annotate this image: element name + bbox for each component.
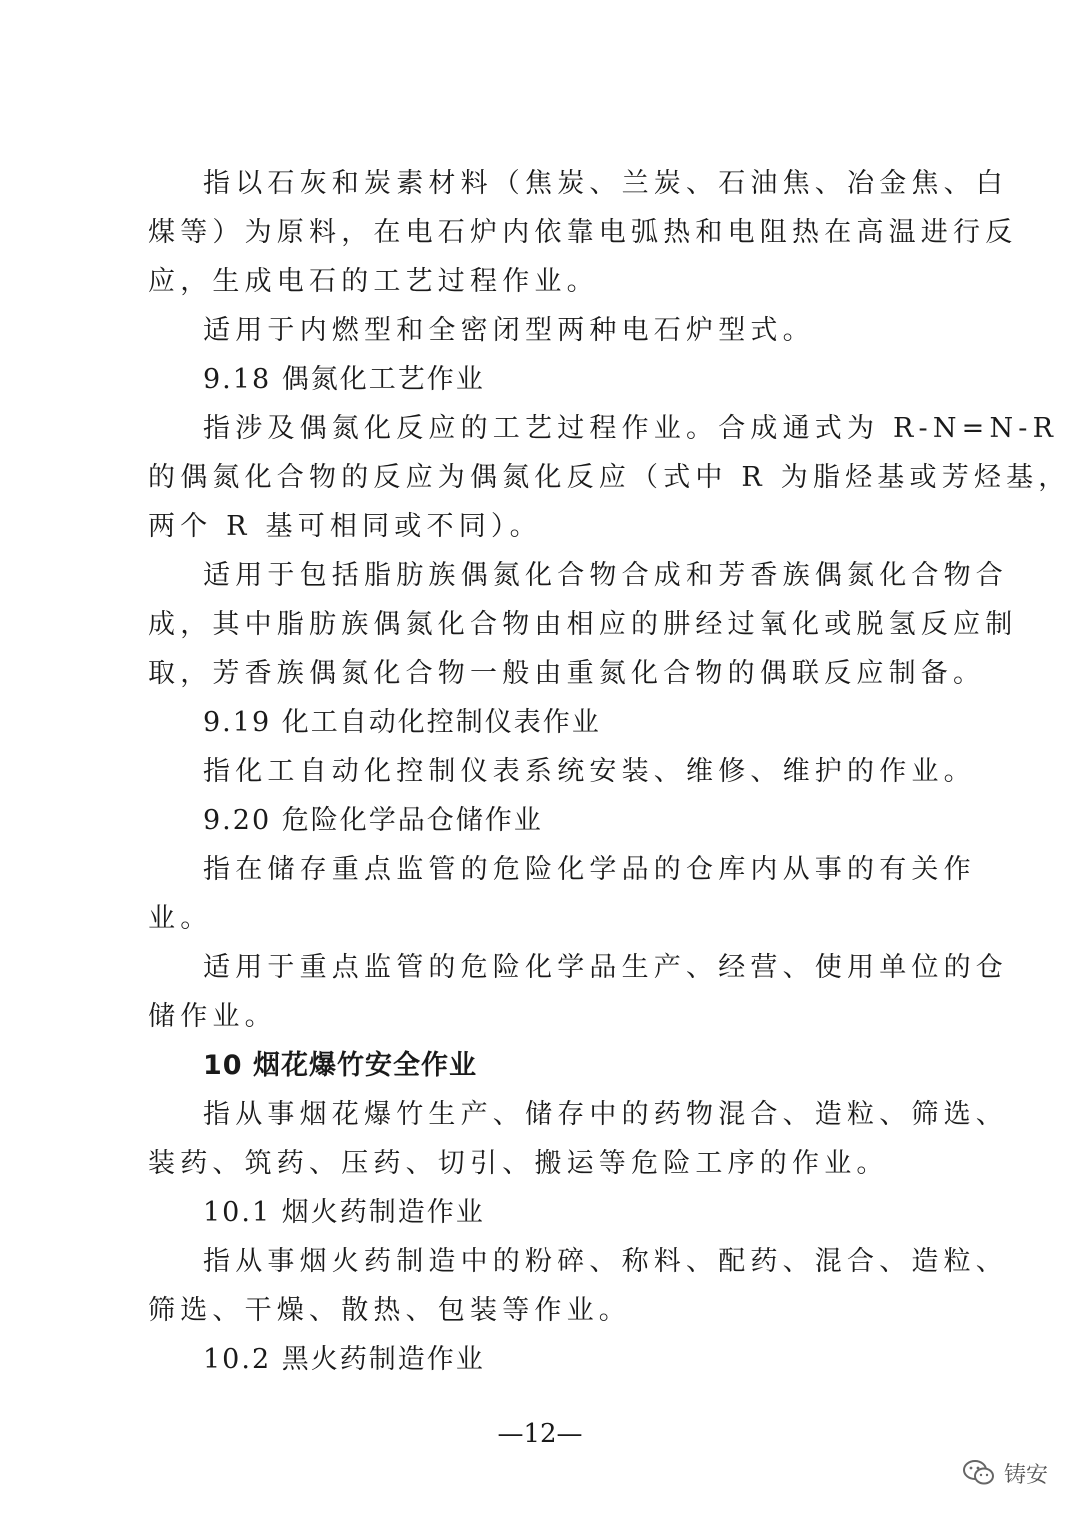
text-line: 业。 [148, 903, 213, 934]
text-line: 适用于重点监管的危险化学品生产、经营、使用单位的仓 [203, 952, 1008, 983]
text-line: 适用于包括脂肪族偶氮化合物合成和芳香族偶氮化合物合 [203, 560, 1008, 591]
text-line: 指从事烟花爆竹生产、储存中的药物混合、造粒、筛选、 [203, 1099, 1008, 1130]
text-line: 装药、筑药、压药、切引、搬运等危险工序的作业。 [148, 1148, 889, 1179]
page-number: —12— [497, 1419, 583, 1449]
subsection-heading: 10.2 黑火药制造作业 [203, 1344, 485, 1375]
text-line: 煤等）为原料，在电石炉内依靠电弧热和电阻热在高温进行反 [148, 217, 1018, 248]
text-line: 适用于内燃型和全密闭型两种电石炉型式。 [203, 315, 815, 346]
text-line: 取，芳香族偶氮化合物一般由重氮化合物的偶联反应制备。 [148, 658, 986, 689]
subsection-heading: 10.1 烟火药制造作业 [203, 1197, 485, 1228]
subsection-heading: 9.20 危险化学品仓储作业 [203, 805, 543, 836]
text-line: 指化工自动化控制仪表系统安装、维修、维护的作业。 [203, 756, 976, 787]
text-line: 两个 R 基可相同或不同）。 [148, 511, 542, 542]
text-line: 储作业。 [148, 1001, 277, 1032]
text-line: 应，生成电石的工艺过程作业。 [148, 266, 599, 297]
text-line: 指在储存重点监管的危险化学品的仓库内从事的有关作 [203, 854, 976, 885]
watermark-text: 铸安 [1004, 1462, 1049, 1488]
text-line: 指从事烟火药制造中的粉碎、称料、配药、混合、造粒、 [203, 1246, 1008, 1277]
subsection-heading: 9.19 化工自动化控制仪表作业 [203, 707, 601, 738]
subsection-heading: 9.18 偶氮化工艺作业 [203, 364, 485, 395]
wechat-icon [962, 1459, 996, 1487]
text-line: 成，其中脂肪族偶氮化合物由相应的肼经过氧化或脱氢反应制 [148, 609, 1018, 640]
text-line: 指以石灰和炭素材料（焦炭、兰炭、石油焦、冶金焦、白 [203, 168, 1008, 199]
text-line: 筛选、干燥、散热、包装等作业。 [148, 1295, 631, 1326]
text-line: 指涉及偶氮化反应的工艺过程作业。合成通式为 R-N=N-R [203, 413, 1059, 444]
text-line: 的偶氮化合物的反应为偶氮化反应（式中 R 为脂烃基或芳烃基， [148, 462, 1071, 493]
watermark [962, 1455, 1048, 1491]
section-heading: 10 烟花爆竹安全作业 [203, 1050, 477, 1081]
